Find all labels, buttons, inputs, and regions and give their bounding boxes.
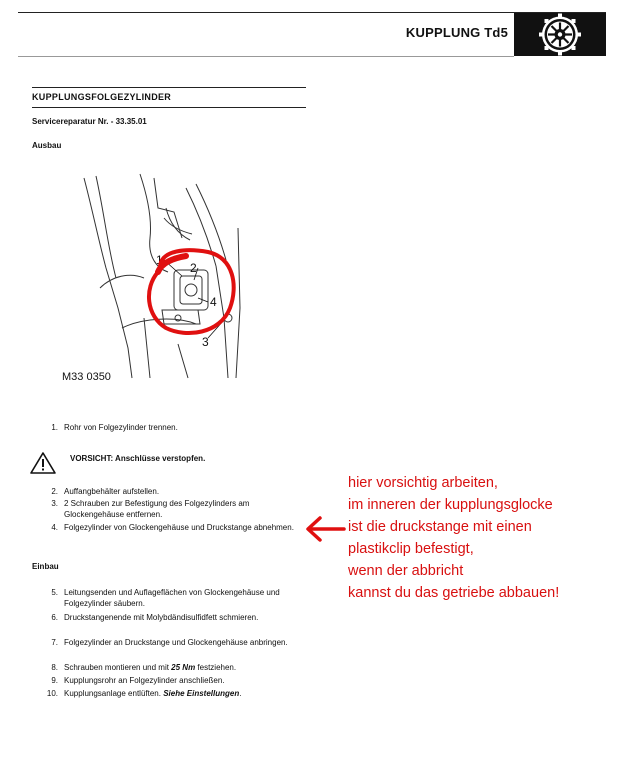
list-item bbox=[36, 637, 304, 648]
einbau-heading: Einbau bbox=[32, 562, 59, 571]
list-item bbox=[36, 522, 304, 533]
figure-callout-3: 3 bbox=[202, 335, 209, 349]
caution-note bbox=[30, 452, 306, 476]
step-text: Kupplungsrohr an Folgezylinder anschließen. bbox=[64, 676, 225, 685]
annotation-line: im inneren der kupplungsglocke bbox=[348, 497, 553, 513]
step-text: Leitungsenden und Auflageflächen von Glockengehäuse und Folgezylinder säubern. bbox=[64, 588, 280, 608]
figure-callout-4: 4 bbox=[210, 295, 217, 309]
list-item bbox=[36, 688, 304, 699]
step-text bbox=[64, 662, 304, 673]
header-bottom-rule bbox=[18, 56, 514, 57]
ausbau-heading: Ausbau bbox=[32, 141, 62, 150]
list-item bbox=[36, 612, 304, 623]
step-number: 10. bbox=[46, 689, 58, 698]
header-logo bbox=[514, 13, 606, 56]
step-number: 6. bbox=[51, 613, 58, 622]
step-number: 1. bbox=[51, 423, 58, 432]
step-number: 8. bbox=[51, 663, 58, 672]
list-item bbox=[36, 498, 304, 520]
annotation-line: ist die druckstange mit einen bbox=[348, 519, 532, 535]
technical-drawing bbox=[62, 168, 248, 388]
list-item bbox=[36, 422, 304, 433]
step-number: 5. bbox=[51, 588, 58, 597]
step-text: Auffangbehälter aufstellen. bbox=[64, 487, 160, 496]
step-text: Rohr von Folgezylinder trennen. bbox=[64, 423, 178, 432]
annotation-line: wenn der abbricht bbox=[348, 563, 464, 579]
step-number: 4. bbox=[51, 523, 58, 532]
list-item bbox=[36, 587, 304, 609]
figure-code: M33 0350 bbox=[62, 371, 111, 383]
red-annotation-note bbox=[348, 472, 638, 604]
section-rule-bottom bbox=[32, 107, 306, 108]
list-item bbox=[36, 486, 304, 497]
red-arrow-left-icon bbox=[304, 515, 346, 543]
slave-cylinder-drawing bbox=[62, 168, 248, 388]
caution-text: VORSICHT: Anschlüsse verstopfen. bbox=[70, 454, 206, 463]
step-text: 2 Schrauben zur Befestigung des Folgezylinders am Glockengehäuse entfernen. bbox=[64, 499, 250, 519]
step-text-pre: Schrauben montieren und mit bbox=[64, 663, 172, 672]
section-title: KUPPLUNGSFOLGEZYLINDER bbox=[32, 92, 172, 102]
step-number: 2. bbox=[51, 487, 58, 496]
cross-reference-link: Siehe Einstellungen bbox=[163, 689, 240, 698]
figure-callout-1: 1 bbox=[156, 253, 163, 267]
list-item bbox=[36, 662, 304, 673]
list-item bbox=[36, 675, 304, 686]
step-text-post: festziehen. bbox=[195, 663, 237, 672]
step-number: 3. bbox=[51, 499, 58, 508]
torque-value: 25 Nm bbox=[171, 663, 196, 672]
section-rule-top bbox=[32, 87, 306, 88]
step-text: Folgezylinder an Druckstange und Glockengehäuse anbringen. bbox=[64, 638, 288, 647]
annotation-line: hier vorsichtig arbeiten, bbox=[348, 475, 498, 491]
step-text bbox=[64, 688, 304, 699]
step-number: 7. bbox=[51, 638, 58, 647]
step-text: Folgezylinder von Glockengehäuse und Druckstange abnehmen. bbox=[64, 523, 294, 532]
figure-callout-2: 2 bbox=[190, 261, 197, 275]
step-text: Druckstangenende mit Molybdändisulfidfett schmieren. bbox=[64, 613, 259, 622]
service-number: Servicereparatur Nr. - 33.35.01 bbox=[32, 117, 147, 126]
annotation-line: kannst du das getriebe abbauen! bbox=[348, 585, 560, 601]
step-text-post: . bbox=[239, 689, 242, 698]
annotation-line: plastikclip befestigt, bbox=[348, 541, 474, 557]
warning-triangle-icon bbox=[30, 452, 56, 474]
step-number: 9. bbox=[51, 676, 58, 685]
page-header-title: KUPPLUNG Td5 bbox=[405, 25, 508, 40]
step-text-pre: Kupplungsanlage entlüften. bbox=[64, 689, 164, 698]
clutch-disc-icon bbox=[514, 13, 606, 56]
